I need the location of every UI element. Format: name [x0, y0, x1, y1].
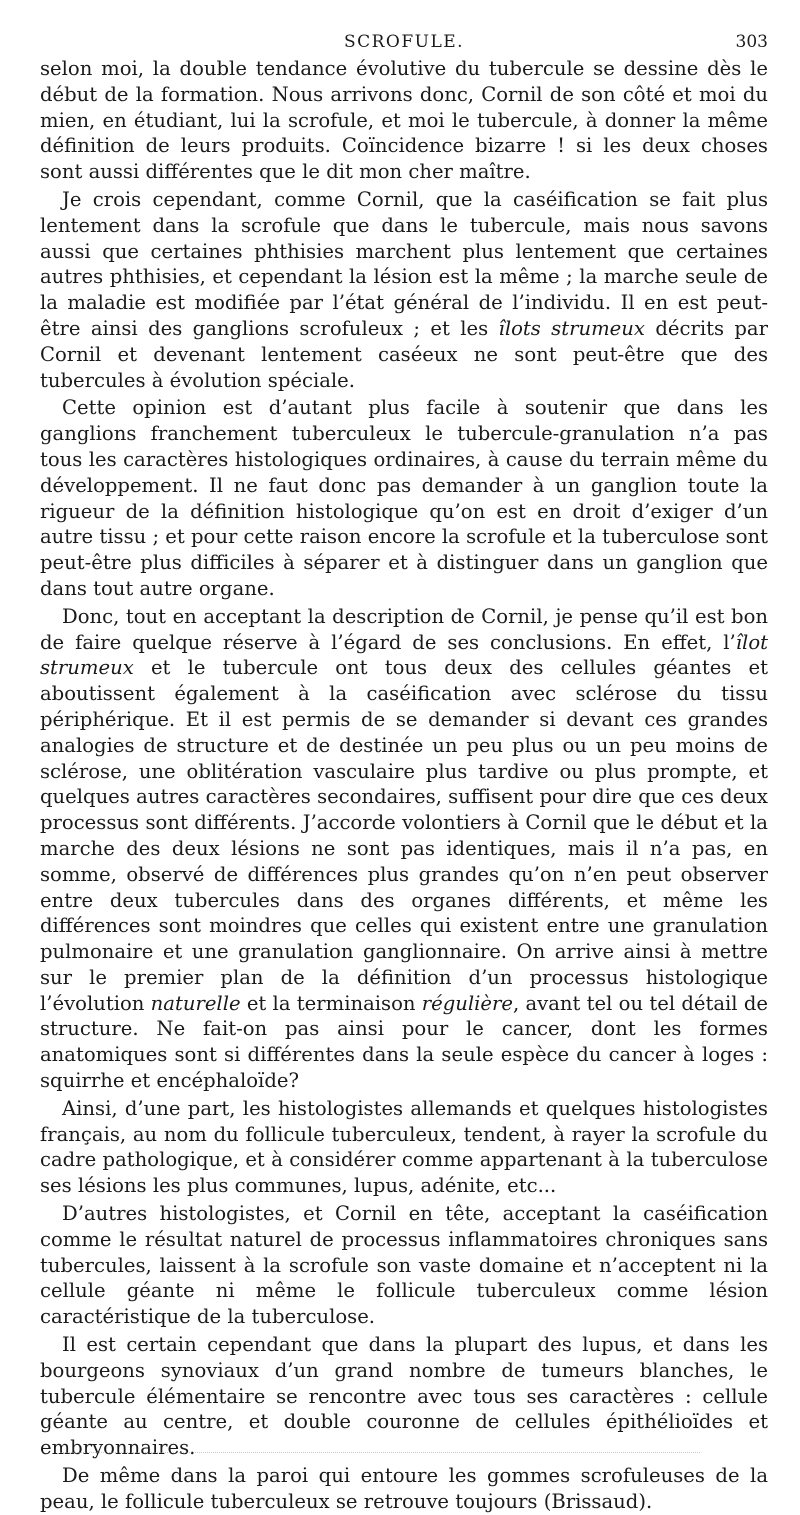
italic-text: régulière	[421, 991, 513, 1015]
text-run: Cette opinion est d’autant plus facile à soutenir que dans les ganglions franchement tuberculeux le tubercule-granulation n’a pas tous les caractères histologiques ordinaires, à cause du terrain même du développement. Il ne faut donc pas demander à un ganglion toute la rigueur de la définition histologique qu’on est en droit d’exiger d’un autre tissu ; et pour cette raison encore la scrofule et la tuberculose sont peut-être plus difficiles à séparer et à distinguer dans un ganglion que dans tout autre organe.	[40, 396, 768, 600]
paragraph	[40, 1463, 768, 1515]
text-run: D’autres histologistes, et Cornil en tête, acceptant la caséification comme le résultat naturel de processus inflammatoires chroniques sans tubercules, laissent à la scrofule son vaste domaine et n’acceptent ni la cellule géante ni même le follicule tuberculeux comme lésion caractéristique de la tuberculose.	[40, 1202, 768, 1329]
text-run: Ainsi, d’une part, les histologistes allemands et quelques histologistes français, au nom du follicule tuberculeux, tendent, à rayer la scrofule du cadre pathologique, et à considérer comme appartenant à la tuberculose ses lésions les plus communes, lupus, adénite, etc...	[40, 1096, 768, 1198]
text-run: décrits par Cornil et devenant lentement caséeux ne sont peut-être que des tubercules à évolution spéciale.	[40, 316, 768, 392]
italic-text: îlots strumeux	[498, 316, 645, 340]
italic-text: îlot strumeux	[40, 630, 768, 680]
text-run: Je crois cependant, comme Cornil, que la caséification se fait plus lentement dans la scrofule que dans le tubercule, mais nous savons aussi que certaines phthisies marchent plus lentement que certaines autres phthisies, et cependant la lésion est la même ; la marche seule de la maladie est modifiée par l’état général de l’individu. Il en est peut-être ainsi des ganglions scrofuleux ; et les	[40, 187, 768, 340]
text-run: et le tubercule ont tous deux des cellules géantes et aboutissent également à la caséification avec sclérose du tissu périphérique. Et il est permis de se demander si devant ces grandes analogies de structure et de destinée un peu plus ou un peu moins de sclérose, une oblitération vasculaire plus tardive ou plus prompte, et quelques autres caractères secondaires, suffisent pour dire que ces deux processus sont différents. J’accorde volontiers à Cornil que le début et la marche des deux lésions ne sont pas identiques, mais il n’a pas, en somme, observé de différences plus grandes qu’on n’en peut observer entre deux tubercules dans des organes différents, et même les différences sont moindres que celles qui existent entre une granulation pulmonaire et une granulation ganglionnaire. On arrive ainsi à mettre sur le premier plan de la définition d’un processus histologique l’évolution	[40, 656, 768, 1015]
text-run: , avant tel ou tel détail de structure. Ne fait-on pas ainsi pour le cancer, dont les formes anatomiques sont si différentes dans la seule espèce du cancer à loges : squirrhe et encéphaloïde?	[40, 991, 768, 1093]
paragraph	[40, 1096, 768, 1199]
page-header	[40, 28, 768, 56]
text-run: Donc, tout en acceptant la description de Cornil, je pense qu’il est bon de faire quelque réserve à l’égard de ses conclusions. En effet, l’	[40, 604, 768, 654]
paragraph	[40, 1332, 768, 1461]
text-run: De même dans la paroi qui entoure les gommes scrofuleuses de la peau, le follicule tuberculeux se retrouve toujours (Brissaud).	[40, 1464, 768, 1513]
text-run: selon moi, la double tendance évolutive du tubercule se dessine dès le début de la formation. Nous arrivons donc, Cornil de son côté et moi du mien, en étudiant, lui la scrofule, et moi le tubercule, à donner la même définition de leurs produits. Coïncidence bizarre ! si les deux choses sont aussi différentes que le dit mon cher maître.	[40, 57, 768, 184]
paragraph	[40, 56, 768, 185]
page-number: 303	[735, 32, 768, 52]
running-title: SCROFULE.	[343, 32, 465, 52]
text-run: Il est certain cependant que dans la plupart des lupus, et dans les bourgeons synoviaux d’un grand nombre de tumeurs blanches, le tubercule élémentaire se rencontre avec tous ses caractères : cellule géante au centre, et double couronne de cellules épithélioïdes et embryonnaires.	[40, 1333, 768, 1460]
text-run: et la terminaison	[240, 991, 422, 1015]
paragraph	[40, 1201, 768, 1330]
italic-text: naturelle	[150, 991, 241, 1015]
paragraph	[40, 604, 768, 1094]
body-text	[40, 56, 768, 1515]
page	[40, 28, 768, 1515]
paragraph	[40, 187, 768, 393]
paragraph	[40, 395, 768, 601]
footer-divider	[60, 1446, 700, 1453]
